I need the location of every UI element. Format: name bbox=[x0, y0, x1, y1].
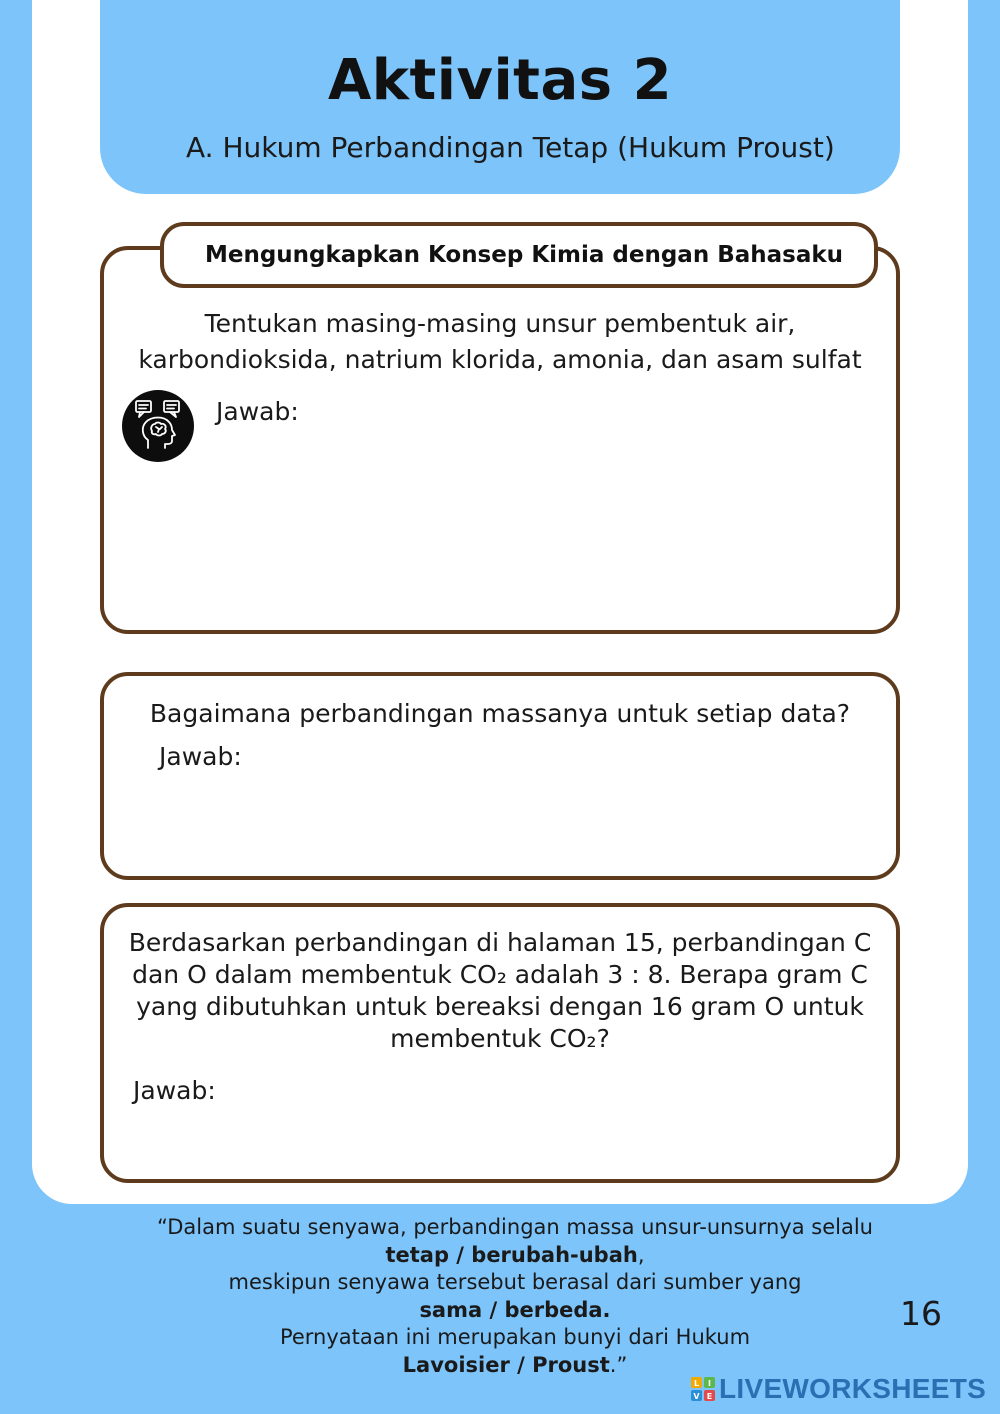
section-tag: Mengungkapkan Konsep Kimia dengan Bahasaku bbox=[160, 222, 878, 288]
footer-line-4 bbox=[130, 1297, 900, 1325]
page-number: 16 bbox=[900, 1294, 942, 1333]
question-1-line-1: Tentukan masing-masing unsur pembentuk air, bbox=[204, 309, 796, 338]
header-banner bbox=[100, 0, 900, 194]
question-2-text: Bagaimana perbandingan massanya untuk setiap data? bbox=[149, 699, 851, 728]
footer-line-6: Lavoisier / Proust.” bbox=[402, 1352, 628, 1377]
footer-choice-1[interactable]: tetap / berubah-ubah bbox=[385, 1242, 638, 1267]
question-3-line-2: dan O dalam membentuk CO₂ adalah 3 : 8. Berapa gram C bbox=[132, 960, 868, 989]
footer-line-3: meskipun senyawa tersebut berasal dari sumber yang bbox=[228, 1270, 802, 1295]
question-1-text bbox=[110, 306, 890, 378]
question-3-line-1: Berdasarkan perbandingan di halaman 15, perbandingan C bbox=[128, 928, 872, 957]
question-3-line-3: yang dibutuhkan untuk bereaksi dengan 16 gram O untuk bbox=[136, 992, 864, 1021]
page-subtitle: A. Hukum Perbandingan Tetap (Hukum Proust) bbox=[186, 131, 835, 164]
page-title: Aktivitas 2 bbox=[327, 48, 673, 113]
question-box-1 bbox=[100, 246, 900, 634]
answer-label-2: Jawab: bbox=[159, 742, 242, 771]
question-3-text bbox=[110, 927, 890, 1055]
answer-label-1: Jawab: bbox=[216, 397, 299, 426]
liveworksheets-logo-icon bbox=[690, 1376, 716, 1402]
question-1-line-2: karbondioksida, natrium klorida, amonia, dan asam sulfat bbox=[138, 345, 862, 374]
footer-choice-3[interactable]: Lavoisier / Proust bbox=[402, 1352, 610, 1377]
head-brain-speech-icon bbox=[122, 390, 194, 462]
brand-name: LIVEWORKSHEETS bbox=[719, 1373, 987, 1404]
footer-line-2: tetap / berubah-ubah, bbox=[385, 1242, 645, 1267]
liveworksheets-brand[interactable] bbox=[690, 1372, 986, 1406]
svg-text:E: E bbox=[706, 1392, 713, 1401]
svg-text:L: L bbox=[693, 1379, 700, 1388]
answer-label-3: Jawab: bbox=[133, 1076, 216, 1105]
footer-choice-2[interactable]: sama / berbeda. bbox=[419, 1297, 611, 1322]
footer-line-5: Pernyataan ini merupakan bunyi dari Hukum bbox=[279, 1325, 751, 1350]
footer-statement bbox=[130, 1214, 900, 1380]
question-3-line-4: membentuk CO₂? bbox=[390, 1024, 610, 1053]
svg-text:I: I bbox=[708, 1379, 711, 1388]
svg-text:V: V bbox=[693, 1392, 700, 1401]
footer-line-1: “Dalam suatu senyawa, perbandingan massa unsur-unsurnya selalu bbox=[157, 1215, 873, 1239]
